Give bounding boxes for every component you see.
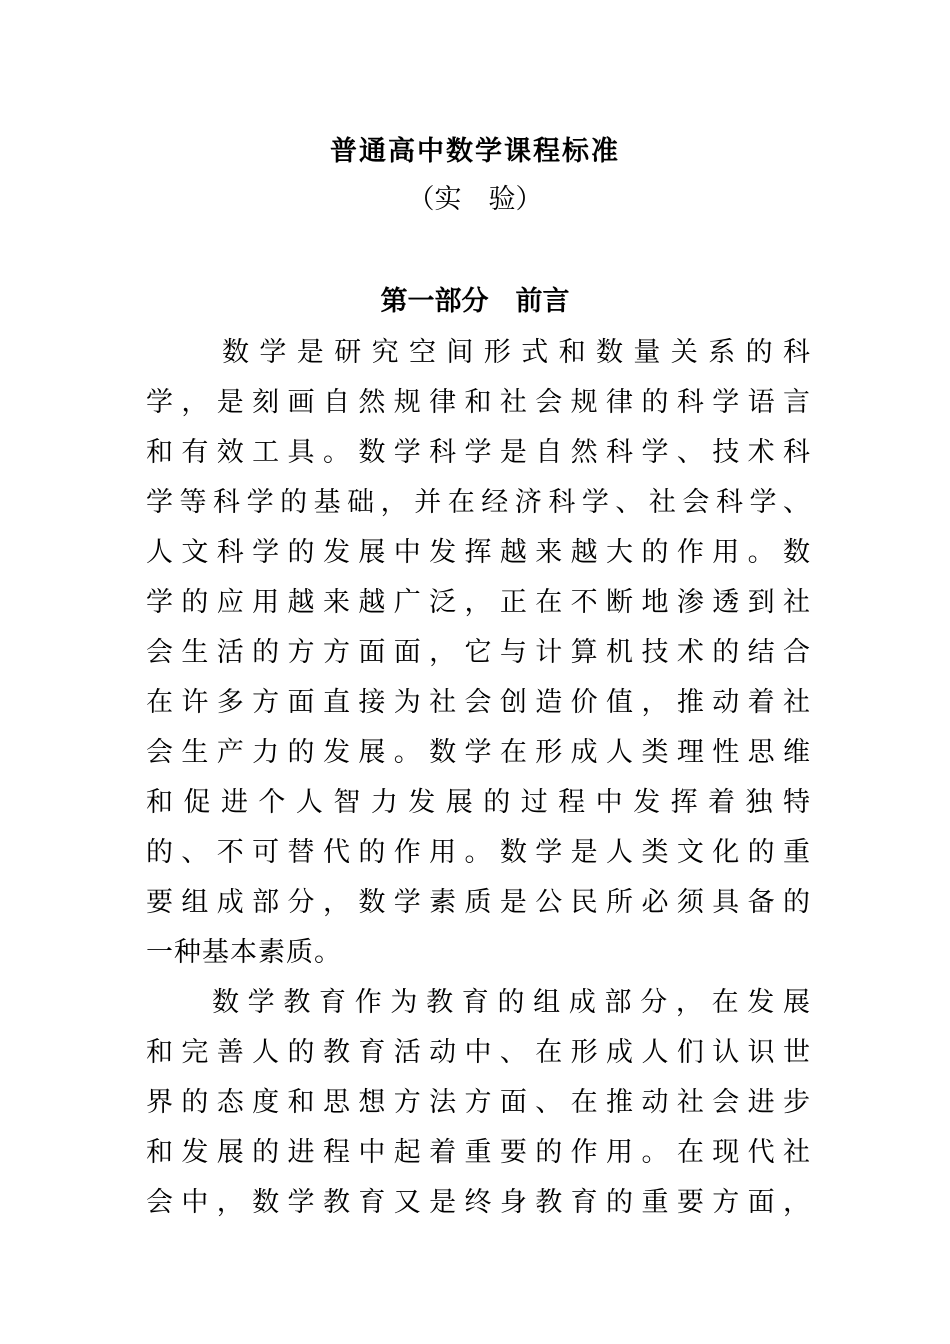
document-title: 普通高中数学课程标准 [330,136,620,167]
text-line: 和促进个人智力发展的过程中发挥着独特 [146,787,811,818]
text-line: 一种基本素质。 [146,937,342,968]
text-line: 会生活的方方面面，它与计算机技术的结合 [146,637,811,668]
text-line: 学的应用越来越广泛，正在不断地渗透到社 [146,587,811,618]
text-line: 会生产力的发展。数学在形成人类理性思维 [146,737,811,768]
text-line: 会中，数学教育又是终身教育的重要方面， [146,1187,811,1218]
text-line: 的、不可替代的作用。数学是人类文化的重 [146,837,811,868]
text-line: 数学教育作为教育的组成部分，在发展 [212,987,811,1018]
text-line: 人文科学的发展中发挥越来越大的作用。数 [146,537,811,568]
text-line: 在许多方面直接为社会创造价值，推动着社 [146,687,811,718]
text-line: 数学是研究空间形式和数量关系的科 [222,337,811,368]
document-body [146,328,811,1228]
text-line: 要组成部分，数学素质是公民所必须具备的 [146,887,811,918]
text-line: 学，是刻画自然规律和社会规律的科学语言 [146,387,811,418]
paragraph-1 [146,328,811,978]
section-heading: 第一部分 前言 [380,286,570,317]
paragraph-2 [146,978,811,1228]
document-subtitle: （实 验） [407,184,543,215]
text-line: 学等科学的基础，并在经济科学、社会科学、 [146,487,811,518]
text-line: 和有效工具。数学科学是自然科学、技术科 [146,437,811,468]
text-line: 和完善人的教育活动中、在形成人们认识世 [146,1037,811,1068]
text-line: 界的态度和思想方法方面、在推动社会进步 [146,1087,811,1118]
text-line: 和发展的进程中起着重要的作用。在现代社 [146,1137,811,1168]
